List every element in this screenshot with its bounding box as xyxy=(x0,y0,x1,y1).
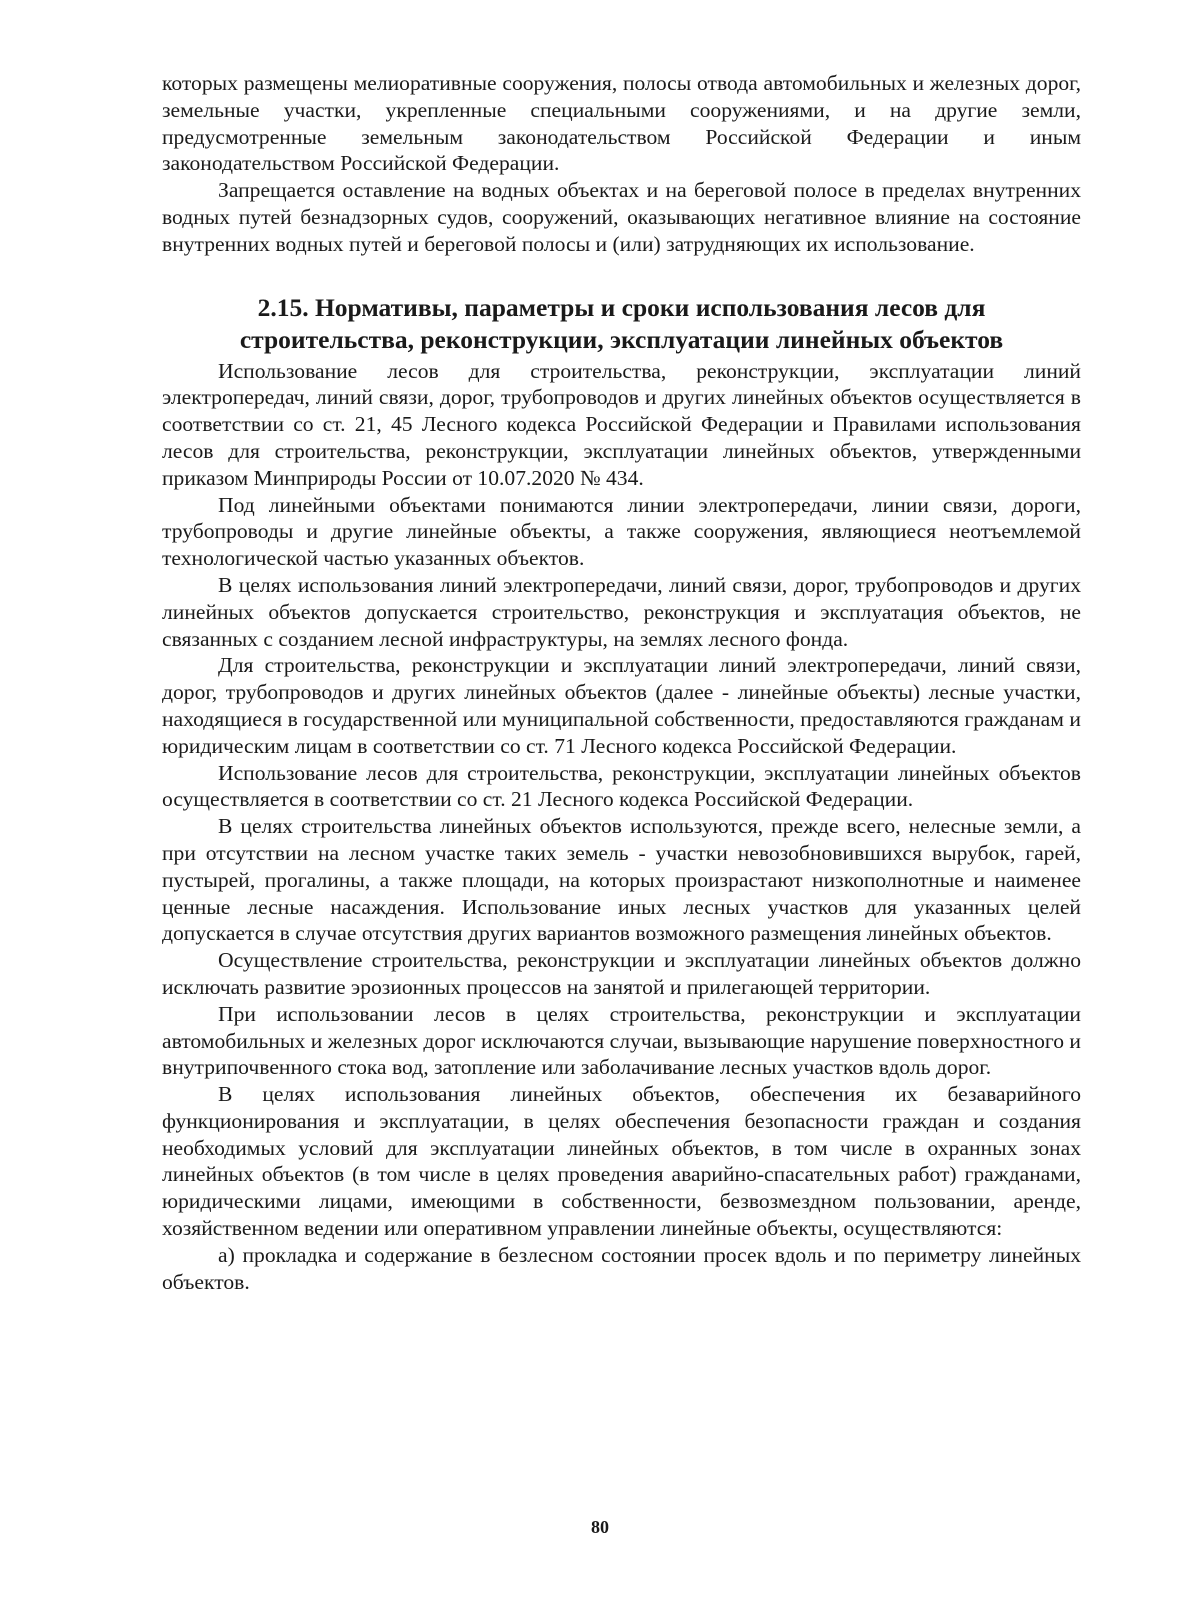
continuation-paragraph: которых размещены мелиоративные сооружения, полосы отвода автомобильных и железных дорог, земельные участки, укрепленные специальными сооружениями, и на другие земли, предусмотренные земельным законодательством Российской Федерации и иным законодательством Российской Федерации. xyxy=(162,71,1081,176)
continuation-paragraph: Запрещается оставление на водных объектах и на береговой полосе в пределах внутренних водных путей безнадзорных судов, сооружений, оказывающих негативное влияние на состояние внутренних водных путей и береговой полосы и (или) затрудняющих их использование. xyxy=(162,178,1081,256)
body-paragraph: Осуществление строительства, реконструкции и эксплуатации линейных объектов должно исключать развитие эрозионных процессов на занятой и прилегающей территории. xyxy=(162,948,1081,999)
body-paragraph: В целях строительства линейных объектов используются, прежде всего, нелесные земли, а при отсутствии на лесном участке таких земель - участки невозобновившихся вырубок, гарей, пустырей, прогалины, а также площади, на которых произрастают низкополнотные и наименее ценные лесные насаждения. Использование иных лесных участков для указанных целей допускается в случае отсутствия других вариантов возможного размещения линейных объектов. xyxy=(162,814,1081,946)
list-item-paragraph: а) прокладка и содержание в безлесном состоянии просек вдоль и по периметру линейных объектов. xyxy=(162,1242,1081,1294)
body-paragraph: Использование лесов для строительства, реконструкции, эксплуатации линейных объектов осуществляется в соответствии со ст. 21 Лесного кодекса Российской Федерации. xyxy=(162,760,1081,812)
body-paragraph: Под линейными объектами понимаются линии электропередачи, линии связи, дороги, трубопроводы и другие линейные объекты, а также сооружения, являющиеся неотъемлемой технологической частью указанных объектов. xyxy=(162,492,1081,571)
page-number: 80 xyxy=(591,1517,609,1537)
body-paragraph: В целях использования линий электропередачи, линий связи, дорог, трубопроводов и других линейных объектов допускается строительство, реконструкция и эксплуатация объектов, не связанных с созданием лесной инфраструктуры, на землях лесного фонда. xyxy=(162,572,1081,651)
section-title-line: строительства, реконструкции, эксплуатации линейных объектов xyxy=(239,324,1004,354)
document-page xyxy=(162,70,1081,1295)
section-title-line: 2.15. Нормативы, параметры и сроки использования лесов для xyxy=(257,292,986,322)
body-paragraph: Использование лесов для строительства, реконструкции, эксплуатации линий электропередач, линий связи, дорог, трубопроводов и других линейных объектов осуществляется в соответствии со ст. 21, 45 Лесного кодекса Российской Федерации и Правилами использования лесов для строительства, реконструкции, эксплуатации линейных объектов, утвержденными приказом Минприроды России от 10.07.2020 № 434. xyxy=(162,358,1081,490)
body-paragraph: В целях использования линейных объектов, обеспечения их безаварийного функционирования и эксплуатации, в целях обеспечения безопасности граждан и создания необходимых условий для эксплуатации линейных объектов, в том числе в охранных зонах линейных объектов (в том числе в целях проведения аварийно-спасательных работ) гражданами, юридическими лицами, имеющими в собственности, безвозмездном пользовании, аренде, хозяйственном ведении или оперативном управлении линейные объекты, осуществляются: xyxy=(162,1082,1081,1241)
section-title xyxy=(162,292,1081,356)
body-paragraph: При использовании лесов в целях строительства, реконструкции и эксплуатации автомобильных и железных дорог исключаются случаи, вызывающие нарушение поверхностного и внутрипочвенного стока вод, затопление или заболачивание лесных участков вдоль дорог. xyxy=(162,1001,1081,1080)
body-paragraph: Для строительства, реконструкции и эксплуатации линий электропередачи, линий связи, дорог, трубопроводов и других линейных объектов (далее - линейные объекты) лесные участки, находящиеся в государственной или муниципальной собственности, предоставляются гражданам и юридическим лицам в соответствии со ст. 71 Лесного кодекса Российской Федерации. xyxy=(162,653,1081,758)
